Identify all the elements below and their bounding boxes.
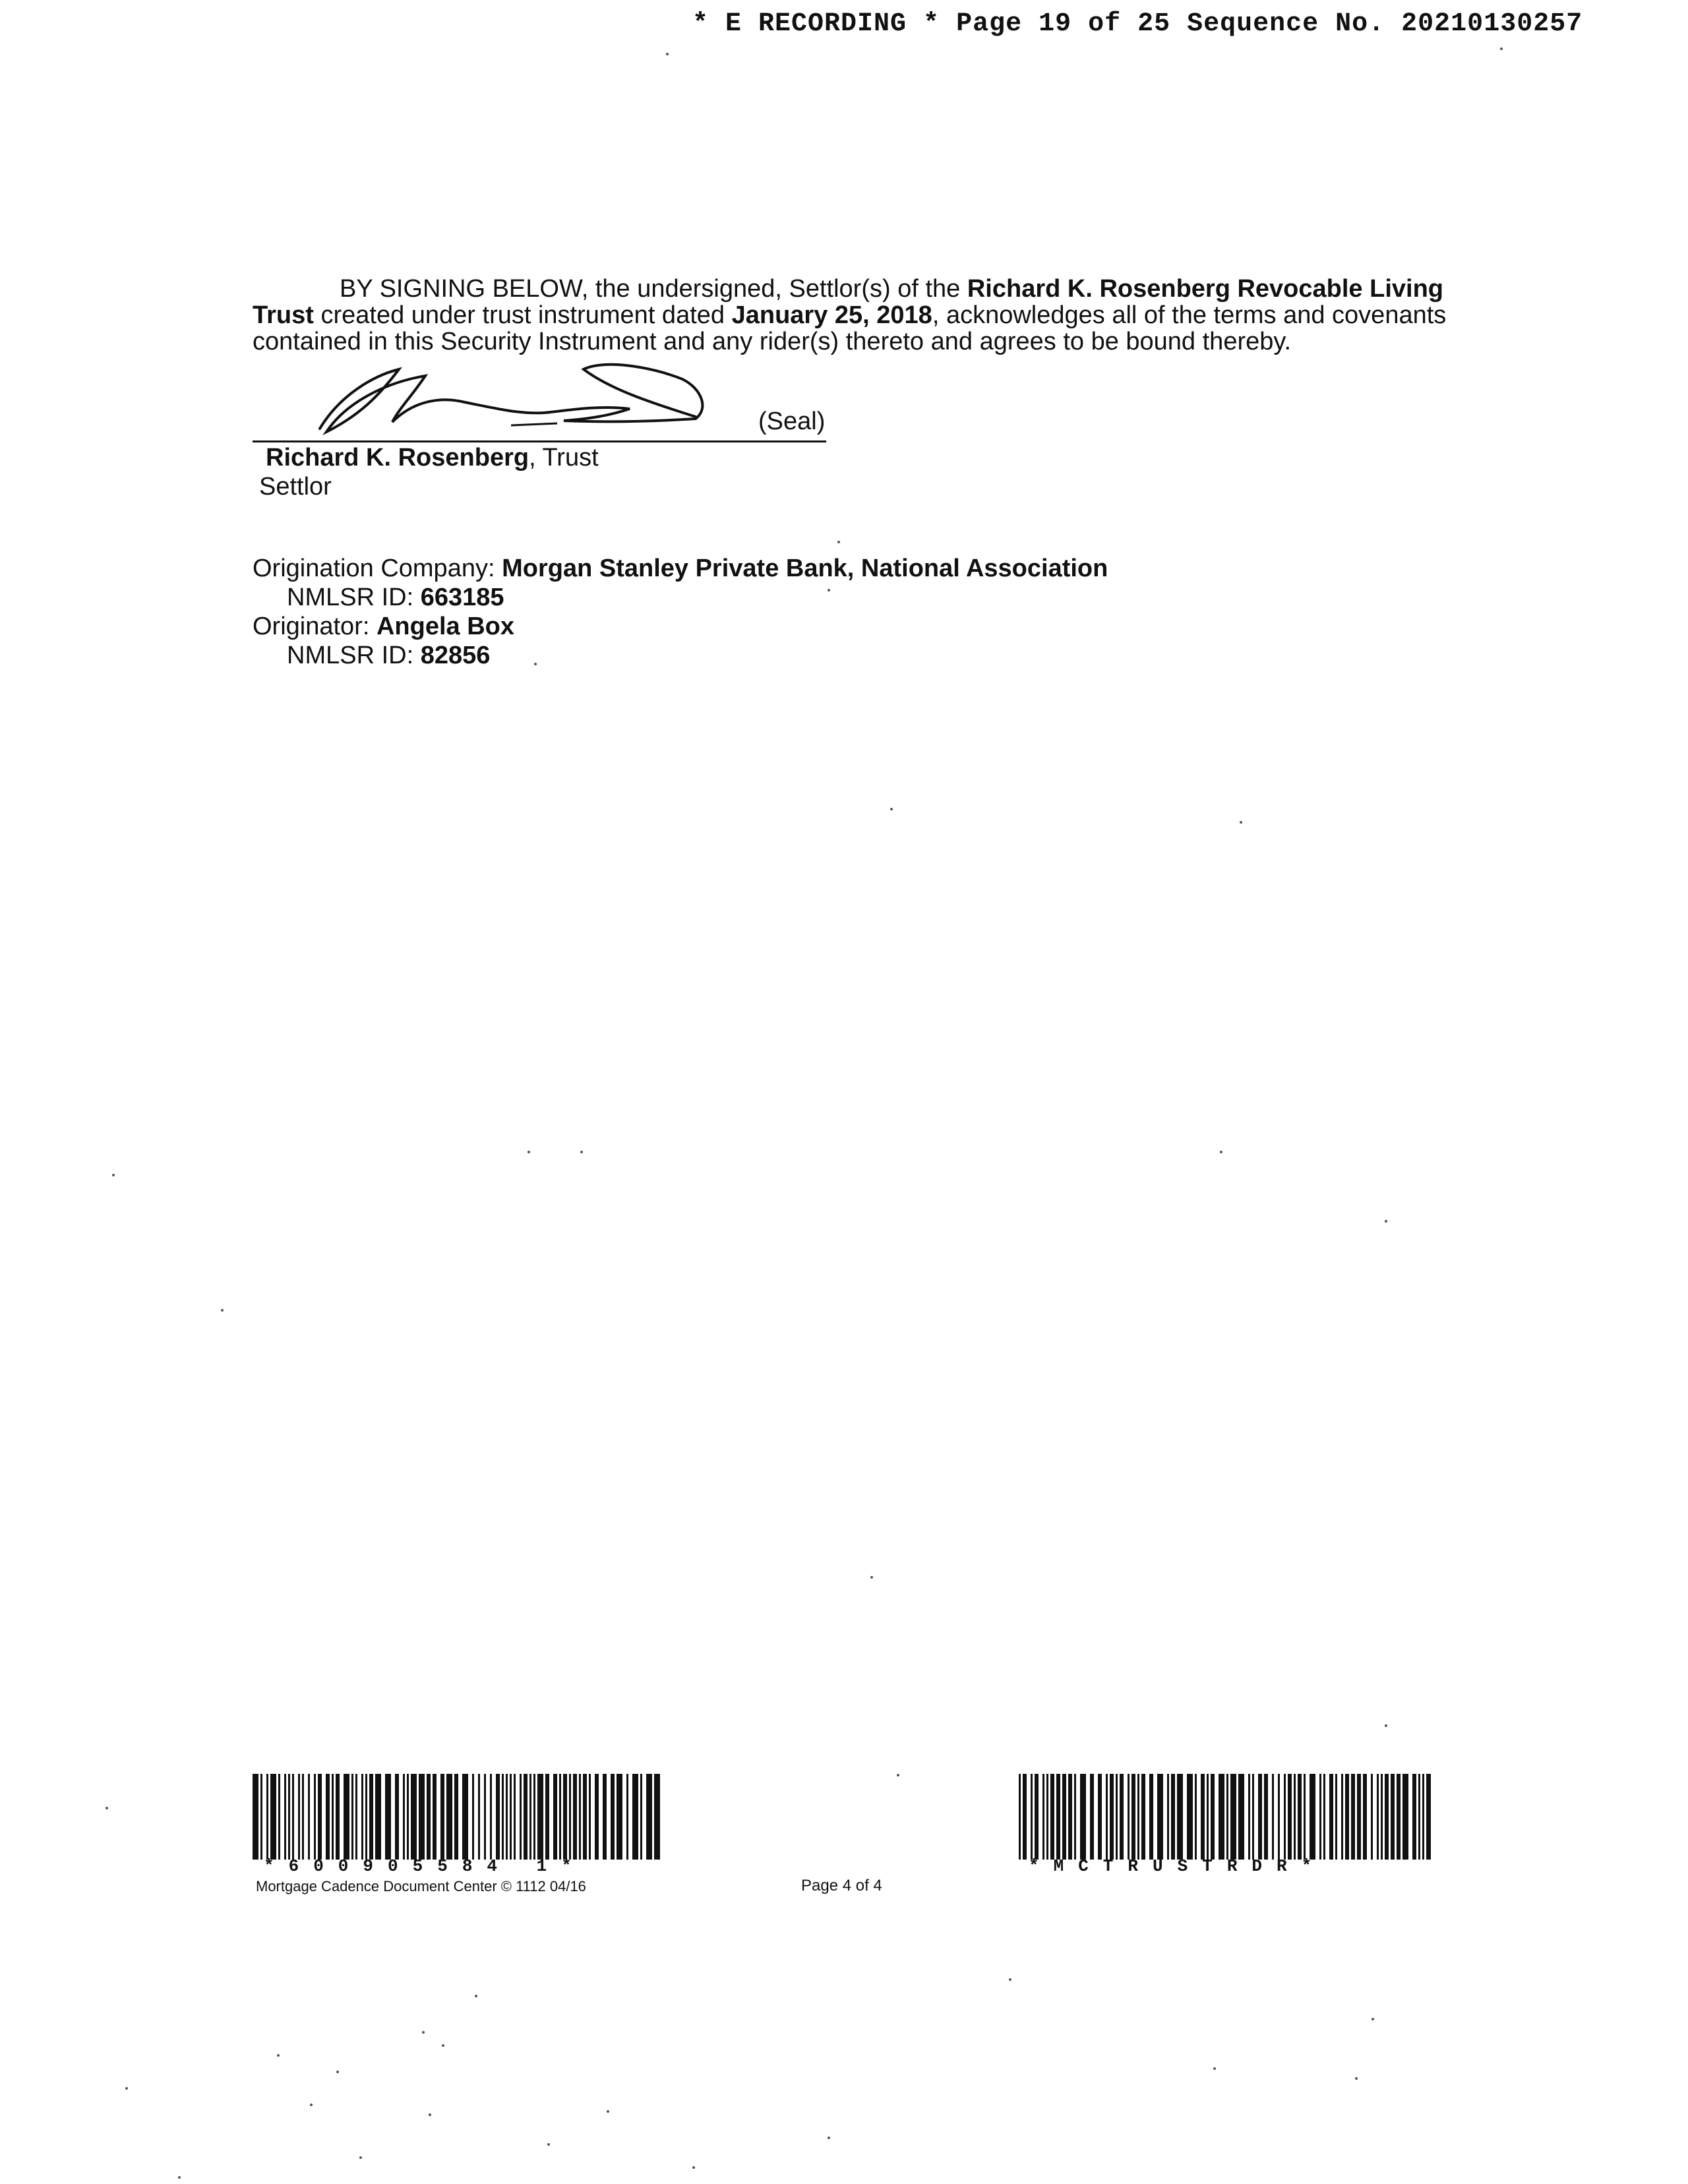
trust-date: January 25, 2018 bbox=[731, 301, 932, 329]
scan-speck bbox=[277, 2054, 280, 2057]
company-name: Morgan Stanley Private Bank, National Association bbox=[502, 555, 1108, 582]
scan-speck bbox=[112, 1174, 115, 1176]
scan-speck bbox=[666, 53, 669, 55]
barcode-right-text: *MCTRUSTRDR* bbox=[1029, 1856, 1327, 1876]
scan-speck bbox=[897, 1774, 899, 1776]
originator-label: Originator: bbox=[253, 613, 377, 640]
scan-speck bbox=[125, 2087, 128, 2090]
signer-role-line2: Settlor bbox=[259, 473, 332, 501]
company-label: Origination Company: bbox=[253, 555, 502, 582]
scan-speck bbox=[837, 541, 840, 543]
signature-line bbox=[253, 440, 826, 442]
scan-speck bbox=[1372, 2018, 1374, 2020]
scan-speck bbox=[828, 2137, 830, 2139]
scan-speck bbox=[547, 2143, 550, 2146]
barcode-right bbox=[1019, 1774, 1431, 1860]
ack-mid: created under trust instrument dated bbox=[313, 301, 732, 329]
scan-speck bbox=[534, 663, 537, 665]
trust-name: Richard K. Rosenberg Revocable Living Trust bbox=[253, 275, 1444, 329]
scan-speck bbox=[359, 2156, 362, 2159]
signer-name: Richard K. Rosenberg bbox=[266, 444, 529, 471]
scan-speck bbox=[442, 2044, 444, 2047]
scan-speck bbox=[1355, 2077, 1358, 2080]
scan-speck bbox=[607, 2110, 609, 2113]
scan-speck bbox=[310, 2104, 313, 2106]
scan-speck bbox=[1385, 1220, 1387, 1223]
originator-nmlsr-label: NMLSR ID: bbox=[287, 642, 421, 669]
barcode-left bbox=[253, 1774, 665, 1860]
scan-speck bbox=[1240, 821, 1242, 824]
company-nmlsr-id: 663185 bbox=[420, 584, 504, 611]
seal-label: (Seal) bbox=[758, 408, 826, 435]
scan-speck bbox=[828, 589, 830, 592]
recording-header: * E RECORDING * Page 19 of 25 Sequence No. 20210130257 bbox=[692, 9, 1583, 39]
scan-speck bbox=[1009, 1978, 1011, 1981]
scan-speck bbox=[221, 1309, 224, 1312]
scan-speck bbox=[1385, 1724, 1387, 1727]
scan-speck bbox=[580, 1151, 583, 1153]
ack-tail: , acknowledges all of the terms and covenants contained in this Security Instrument and any rider(s) thereto and agrees to be bound thereby. bbox=[253, 301, 1447, 355]
origination-block bbox=[253, 554, 1108, 670]
scan-speck bbox=[1220, 1151, 1222, 1153]
scan-speck bbox=[1213, 2067, 1216, 2070]
barcode-left-text: *600905584 1* bbox=[264, 1856, 586, 1876]
scan-speck bbox=[429, 2113, 431, 2116]
signer-block bbox=[259, 443, 599, 501]
ack-lead: BY SIGNING BELOW, the undersigned, Settlor(s) of the bbox=[340, 275, 967, 303]
scan-speck bbox=[890, 808, 893, 810]
scan-speck bbox=[475, 1995, 477, 1997]
scan-speck bbox=[692, 2166, 695, 2169]
company-nmlsr-label: NMLSR ID: bbox=[287, 584, 421, 611]
originator-name: Angela Box bbox=[376, 613, 515, 640]
scan-speck bbox=[870, 1576, 873, 1579]
acknowledgment-paragraph bbox=[253, 276, 1453, 355]
originator-nmlsr-id: 82856 bbox=[420, 642, 491, 669]
scan-speck bbox=[106, 1807, 108, 1809]
page-number: Page 4 of 4 bbox=[801, 1877, 882, 1895]
document-center-label: Mortgage Cadence Document Center © 1112 04/16 bbox=[256, 1878, 586, 1895]
scan-speck bbox=[528, 1151, 530, 1153]
scan-speck bbox=[422, 2031, 425, 2034]
scan-speck bbox=[336, 2071, 339, 2073]
scan-speck bbox=[1500, 47, 1503, 50]
signature-image bbox=[300, 356, 762, 442]
scan-speck bbox=[178, 2176, 181, 2179]
signer-role: , Trust bbox=[529, 444, 599, 471]
